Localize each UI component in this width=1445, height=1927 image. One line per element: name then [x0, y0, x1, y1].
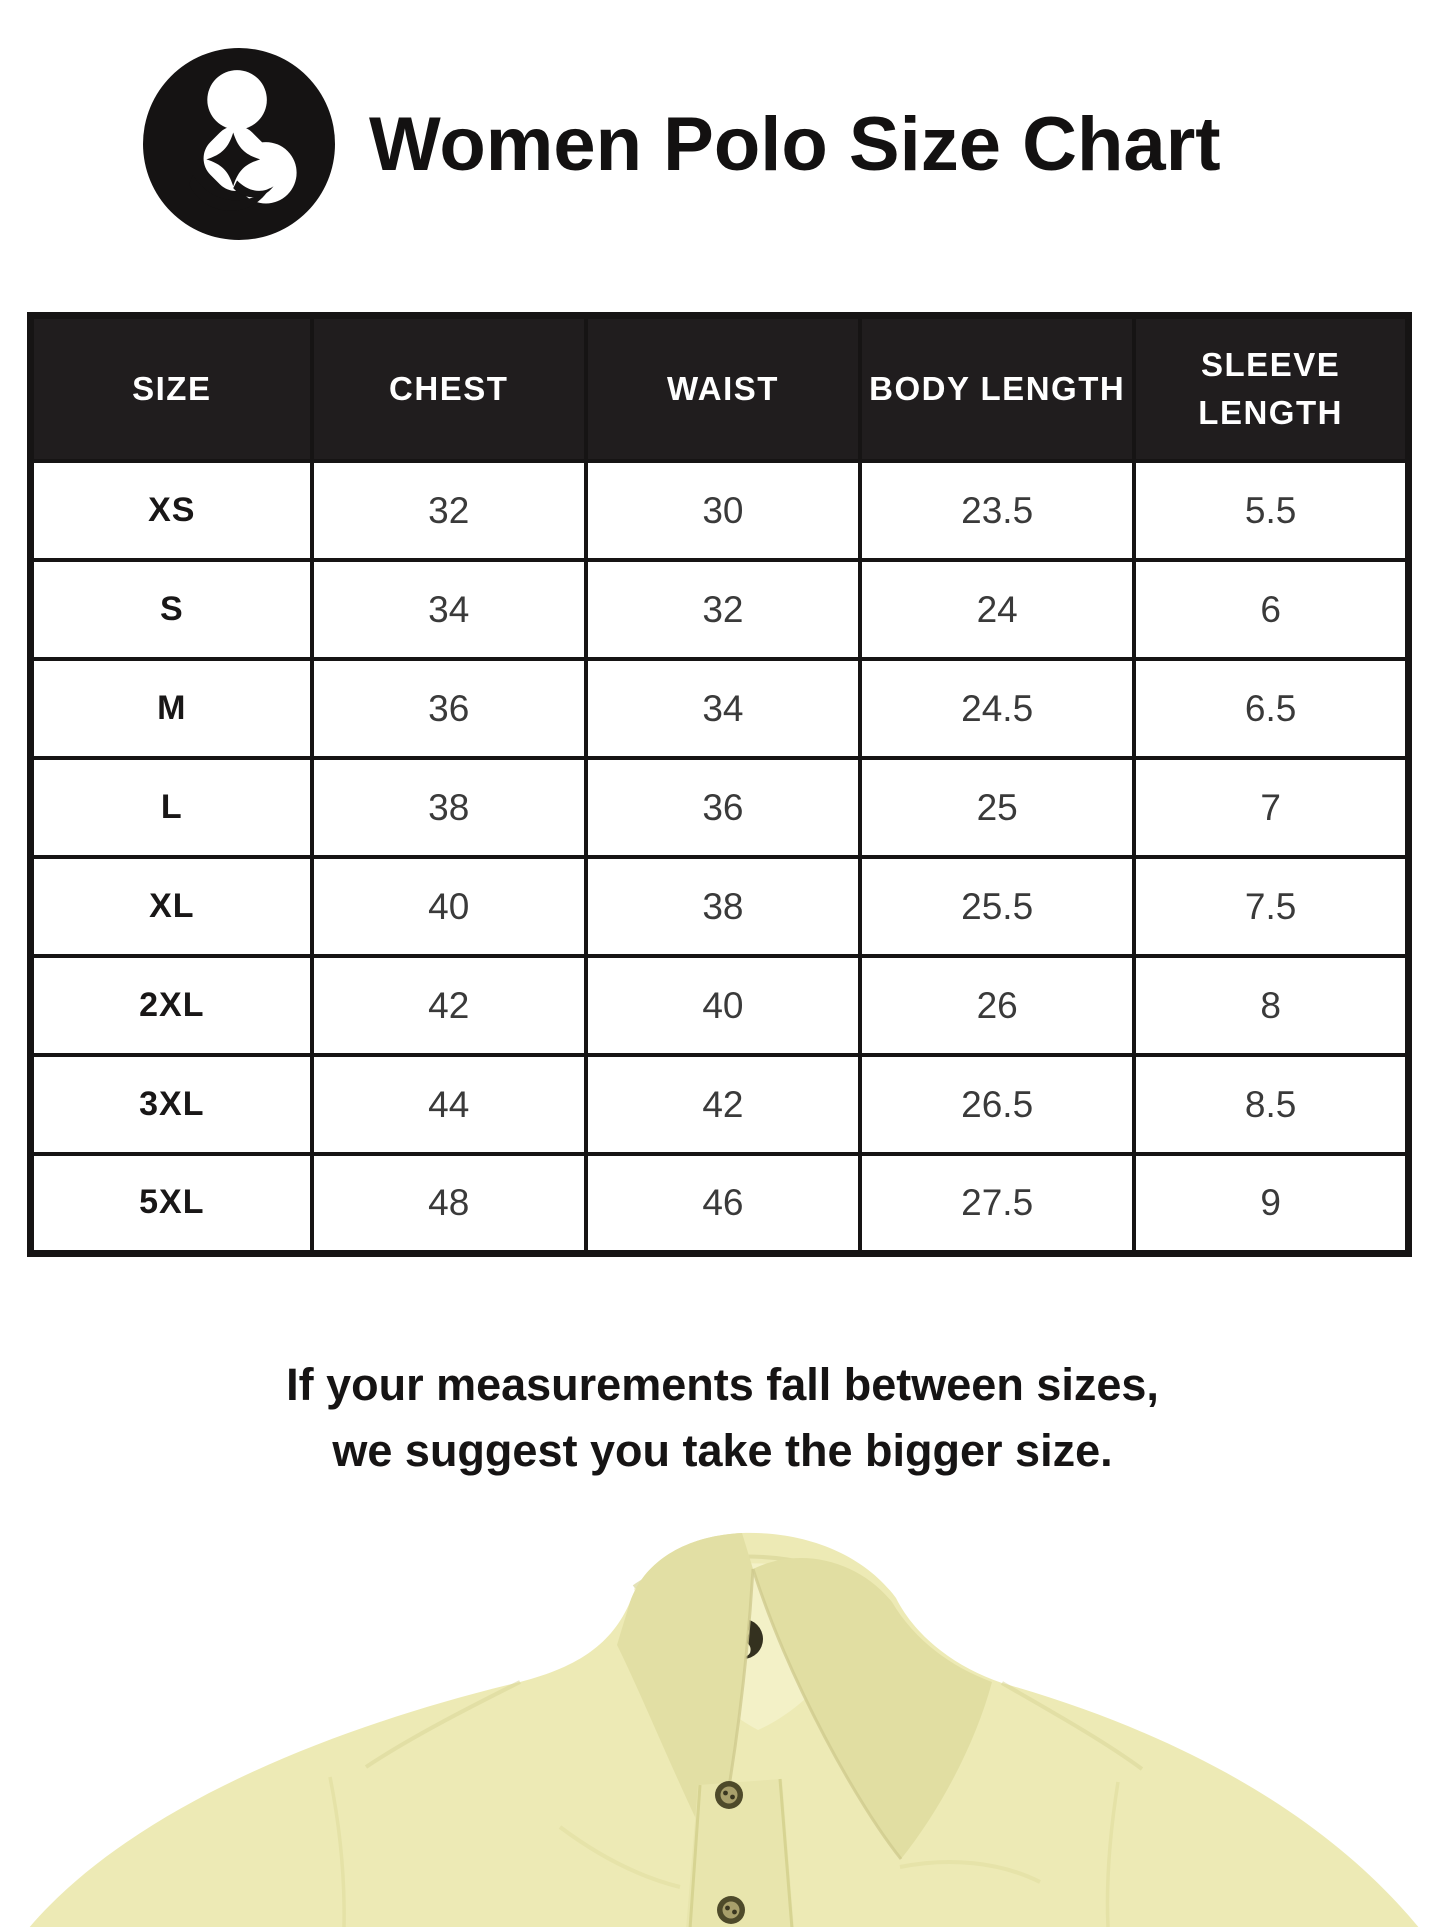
chest-value: 48: [312, 1154, 586, 1253]
body-length-value: 25.5: [860, 857, 1134, 956]
body-length-value: 26.5: [860, 1055, 1134, 1154]
chest-value: 44: [312, 1055, 586, 1154]
table-row: [31, 1154, 1409, 1253]
sleeve-length-value: 7: [1134, 758, 1408, 857]
column-header-size: SIZE: [31, 316, 312, 462]
fit-note-line1: If your measurements fall between sizes,: [286, 1359, 1159, 1410]
page-title: Women Polo Size Chart: [369, 101, 1221, 187]
brand-logo-icon: [143, 48, 335, 240]
column-header-sleeve-length: SLEEVE LENGTH: [1134, 316, 1408, 462]
waist-value: 38: [586, 857, 860, 956]
waist-value: 32: [586, 560, 860, 659]
sleeve-length-value: 6.5: [1134, 659, 1408, 758]
body-length-value: 26: [860, 956, 1134, 1055]
waist-value: 34: [586, 659, 860, 758]
column-header-waist: WAIST: [586, 316, 860, 462]
brand-header: [143, 48, 1221, 240]
table-row: [31, 560, 1409, 659]
body-length-value: 24.5: [860, 659, 1134, 758]
chest-value: 34: [312, 560, 586, 659]
header-row: [31, 316, 1409, 462]
column-header-chest: CHEST: [312, 316, 586, 462]
sleeve-length-value: 8.5: [1134, 1055, 1408, 1154]
size-label: 3XL: [31, 1055, 312, 1154]
table-row: [31, 1055, 1409, 1154]
chest-value: 42: [312, 956, 586, 1055]
body-length-value: 23.5: [860, 461, 1134, 560]
table-row: [31, 461, 1409, 560]
fit-note-line2: we suggest you take the bigger size.: [332, 1425, 1113, 1477]
sleeve-length-value: 6: [1134, 560, 1408, 659]
size-label: L: [31, 758, 312, 857]
chest-value: 38: [312, 758, 586, 857]
table-row: [31, 857, 1409, 956]
table-row: [31, 758, 1409, 857]
table-row: [31, 956, 1409, 1055]
size-label: XL: [31, 857, 312, 956]
body-length-value: 27.5: [860, 1154, 1134, 1253]
table-row: [31, 659, 1409, 758]
waist-value: 36: [586, 758, 860, 857]
body-length-value: 25: [860, 758, 1134, 857]
waist-value: 30: [586, 461, 860, 560]
chest-value: 40: [312, 857, 586, 956]
polo-shirt-photo: [0, 1527, 1445, 1927]
body-length-value: 24: [860, 560, 1134, 659]
sleeve-length-value: 5.5: [1134, 461, 1408, 560]
waist-value: 46: [586, 1154, 860, 1253]
sleeve-length-value: 9: [1134, 1154, 1408, 1253]
chest-value: 32: [312, 461, 586, 560]
fit-note: [0, 1352, 1445, 1484]
size-label: XS: [31, 461, 312, 560]
size-label: S: [31, 560, 312, 659]
waist-value: 40: [586, 956, 860, 1055]
chest-value: 36: [312, 659, 586, 758]
sleeve-length-value: 7.5: [1134, 857, 1408, 956]
polo-button-top: [715, 1781, 743, 1809]
size-table-header: [31, 316, 1409, 462]
size-label: M: [31, 659, 312, 758]
size-label: 5XL: [31, 1154, 312, 1253]
size-table: [27, 312, 1412, 1257]
size-label: 2XL: [31, 956, 312, 1055]
polo-button-bottom: [717, 1896, 745, 1924]
sleeve-length-value: 8: [1134, 956, 1408, 1055]
column-header-body-length: BODY LENGTH: [860, 316, 1134, 462]
waist-value: 42: [586, 1055, 860, 1154]
